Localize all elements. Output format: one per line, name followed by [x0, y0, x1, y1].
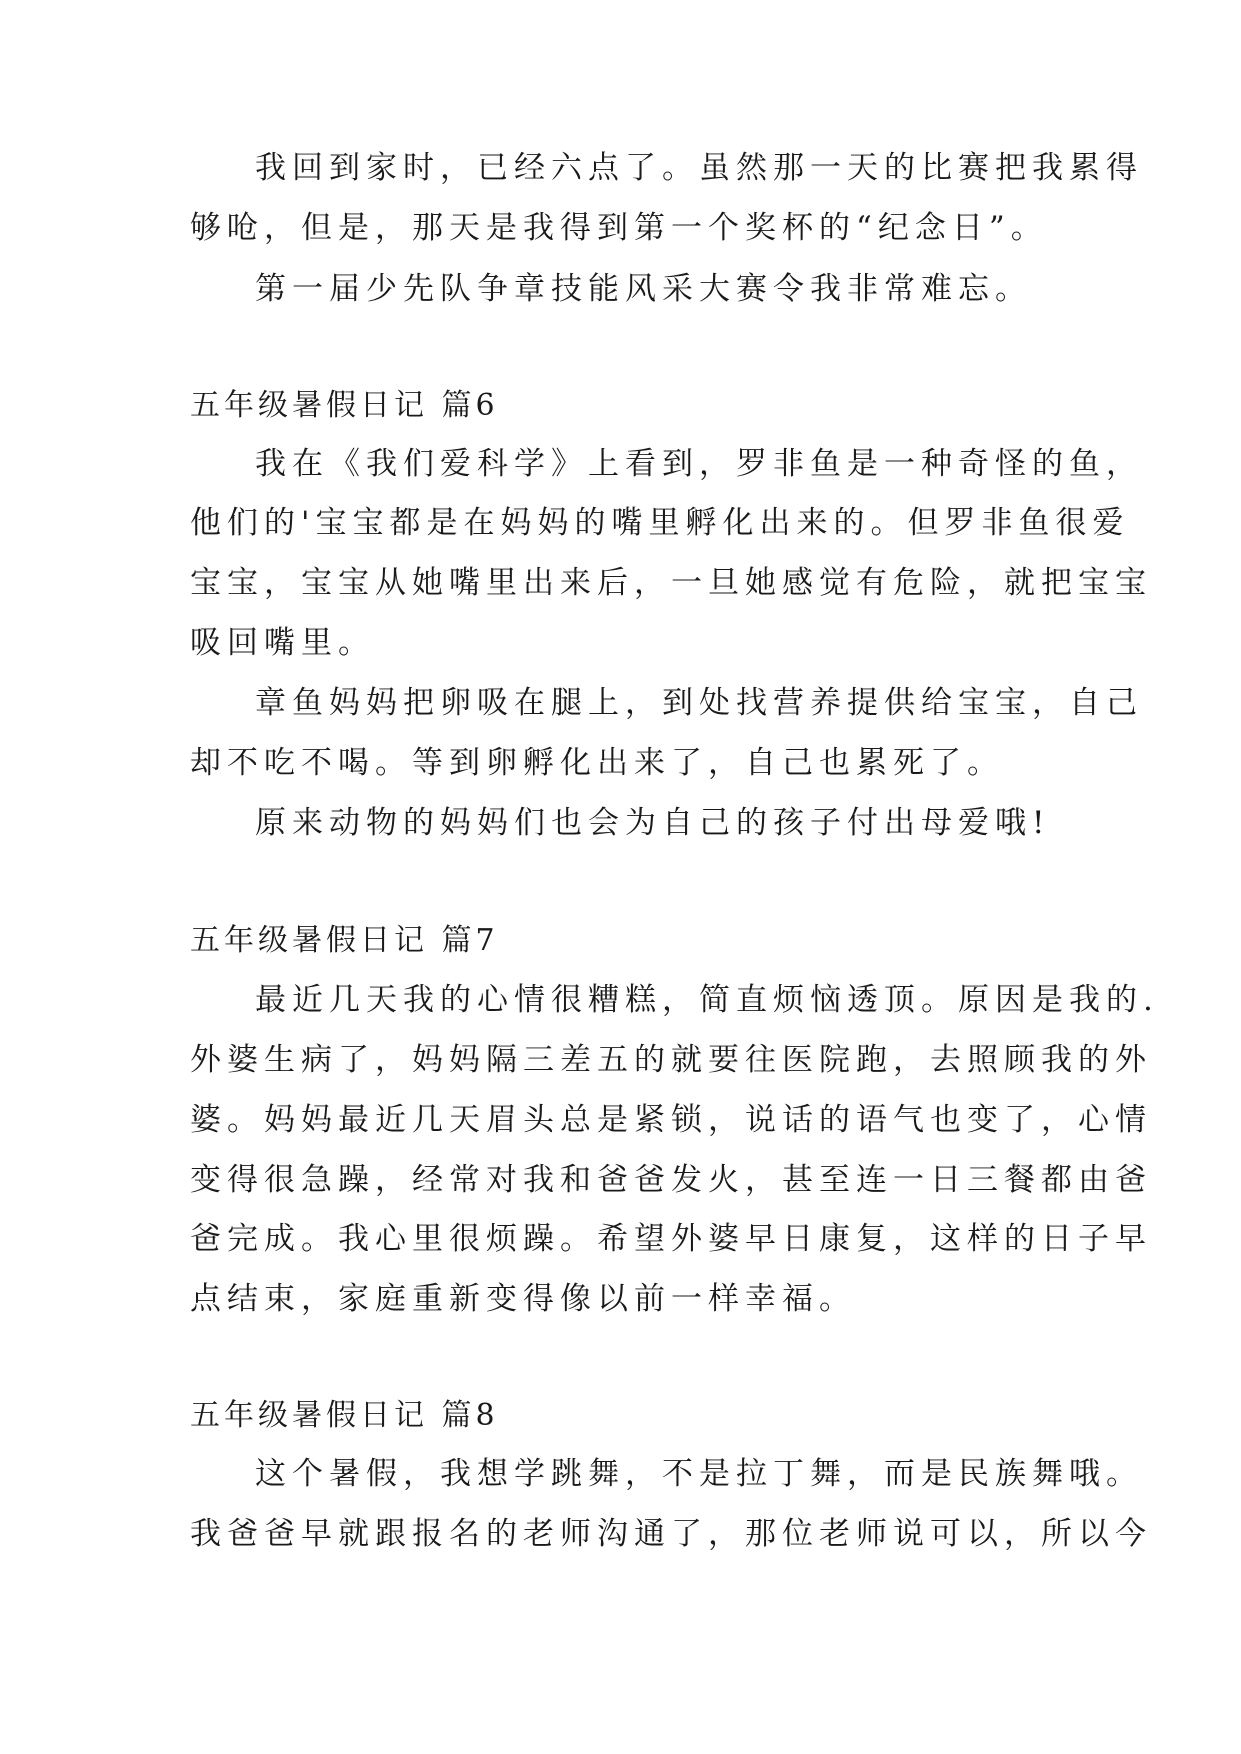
paragraph-line: 我在《我们爱科学》上看到，罗非鱼是一种奇怪的鱼，: [255, 446, 1143, 482]
section-heading: 五年级暑假日记 篇6: [190, 388, 499, 423]
paragraph-line: 爸完成。我心里很烦躁。希望外婆早日康复，这样的日子早: [190, 1221, 1152, 1257]
paragraph-line: 章鱼妈妈把卵吸在腿上，到处找营养提供给宝宝，自己: [255, 685, 1143, 721]
paragraph-line: 我爸爸早就跟报名的老师沟通了，那位老师说可以，所以今: [190, 1516, 1152, 1552]
paragraph-line: 最近几天我的心情很糟糕，简直烦恼透顶。原因是我的.: [255, 982, 1159, 1018]
paragraph-line: 第一届少先队争章技能风采大赛令我非常难忘。: [255, 271, 1032, 307]
paragraph-line: 够呛，但是，那天是我得到第一个奖杯的“纪念日”。: [190, 210, 1048, 246]
section-heading: 五年级暑假日记 篇7: [190, 923, 499, 958]
paragraph-line: 我回到家时，已经六点了。虽然那一天的比赛把我累得: [255, 150, 1143, 186]
paragraph-line: 他们的'宝宝都是在妈妈的嘴里孵化出来的。但罗非鱼很爱: [190, 505, 1130, 541]
paragraph-line: 点结束，家庭重新变得像以前一样幸福。: [190, 1281, 856, 1317]
paragraph-line: 宝宝，宝宝从她嘴里出来后，一旦她感觉有危险，就把宝宝: [190, 565, 1152, 601]
paragraph-line: 这个暑假，我想学跳舞，不是拉丁舞，而是民族舞哦。: [255, 1456, 1143, 1492]
paragraph-line: 却不吃不喝。等到卵孵化出来了，自己也累死了。: [190, 745, 1004, 781]
paragraph-line: 变得很急躁，经常对我和爸爸发火，甚至连一日三餐都由爸: [190, 1162, 1152, 1198]
section-heading: 五年级暑假日记 篇8: [190, 1398, 499, 1433]
paragraph-line: 婆。妈妈最近几天眉头总是紧锁，说话的语气也变了，心情: [190, 1102, 1152, 1138]
paragraph-line: 原来动物的妈妈们也会为自己的孩子付出母爱哦!: [255, 805, 1051, 841]
paragraph-line: 吸回嘴里。: [190, 625, 375, 661]
paragraph-line: 外婆生病了，妈妈隔三差五的就要往医院跑，去照顾我的外: [190, 1042, 1152, 1078]
